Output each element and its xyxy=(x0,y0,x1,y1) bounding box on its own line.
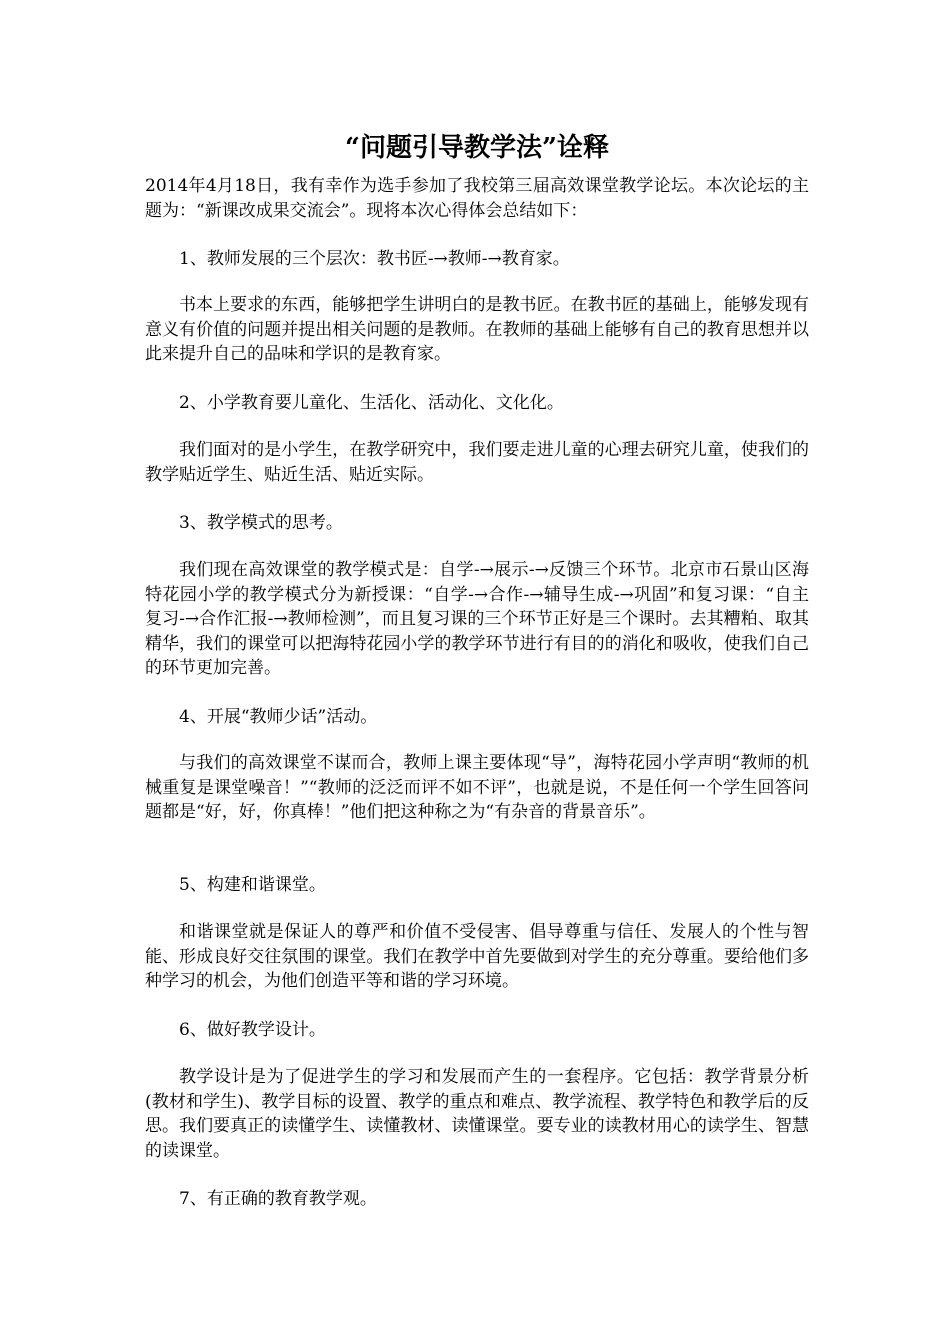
section-3-heading: 3、教学模式的思考。 xyxy=(179,513,343,533)
section-3-body: 我们现在高效课堂的教学模式是：自学-→展示-→反馈三个环节。北京市石景山区海特花园小学的教学模式分为新授课：“自学-→合作-→辅导生成-→巩固”和复习课：“自主复习-→合作汇报-→教师检测”，而且复习课的三个环节正好是三个课时。去其糟粕、取其精华，我们的课堂可以把海特花园小学的教学环节进行有目的的消化和吸收，使我们自己的环节更加完善。 xyxy=(145,560,809,678)
section-2-heading: 2、小学教育要儿童化、生活化、活动化、文化化。 xyxy=(179,393,564,413)
section-7-heading: 7、有正确的教育教学观。 xyxy=(179,1189,377,1209)
section-6-heading: 6、做好教学设计。 xyxy=(179,1020,326,1040)
section-4-body: 与我们的高效课堂不谋而合，教师上课主要体现“导”，海特花园小学声明“教师的机械重复是课堂噪音！”“教师的泛泛而评不如不评”，也就是说，不是任何一个学生回答问题都是“好，好，你真棒！”他们把这种称之为“有杂音的背景音乐”。 xyxy=(145,753,809,822)
section-5-body: 和谐课堂就是保证人的尊严和价值不受侵害、倡导尊重与信任、发展人的个性与智能、形成良好交往氛围的课堂。我们在教学中首先要做到对学生的充分尊重。要给他们多种学习的机会，为他们创造平等和谐的学习环境。 xyxy=(145,922,809,991)
section-4-heading: 4、开展“教师少话”活动。 xyxy=(179,707,378,727)
section-1-body: 书本上要求的东西，能够把学生讲明白的是教书匠。在教书匠的基础上，能够发现有意义有价值的问题并提出相关问题的是教师。在教师的基础上能够有自己的教育思想并以此来提升自己的品味和学识的是教育家。 xyxy=(145,295,809,364)
section-6-body: 教学设计是为了促进学生的学习和发展而产生的一套程序。它包括：教学背景分析(教材和学生)、教学目标的设置、教学的重点和难点、教学流程、教学特色和教学后的反思。我们要真正的读懂学生、读懂教材、读懂课堂。要专业的读教材用心的读学生、智慧的读课堂。 xyxy=(145,1067,809,1161)
section-2-body: 我们面对的是小学生，在教学研究中，我们要走进儿童的心理去研究儿童，使我们的教学贴近学生、贴近生活、贴近实际。 xyxy=(145,440,809,485)
intro-paragraph: 2014年4月18日，我有幸作为选手参加了我校第三届高效课堂教学论坛。本次论坛的主题为：“新课改成果交流会”。现将本次心得体会总结如下： xyxy=(145,176,809,221)
document-title: “问题引导教学法”诠释 xyxy=(345,133,609,163)
section-1-heading: 1、教师发展的三个层次：教书匠-→教师-→教育家。 xyxy=(179,249,570,269)
section-5-heading: 5、构建和谐课堂。 xyxy=(179,875,326,895)
